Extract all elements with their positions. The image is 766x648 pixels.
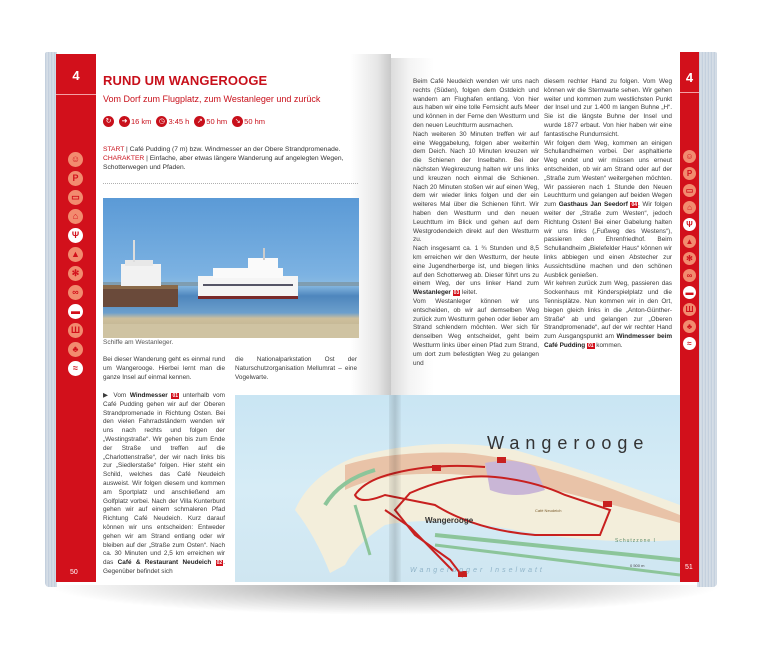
bed-icon: ▬ <box>68 304 83 319</box>
page-subtitle: Vom Dorf zum Flugplatz, zum Westanleger und zurück <box>103 94 321 104</box>
hut-icon: ▲ <box>68 247 83 262</box>
island-map-graphic <box>235 395 680 582</box>
parking-icon: P <box>683 167 696 180</box>
route-text-1-end: . Gegenüber befindet sich <box>103 559 225 575</box>
stat-descent <box>232 116 265 127</box>
windmesser-label: Windmesser <box>129 392 168 399</box>
photo-caption: Schiffe am Westanleger. <box>103 339 174 346</box>
swimming-icon: ≈ <box>683 337 696 350</box>
bus-icon: ▭ <box>683 184 696 197</box>
waypoint-marker-03: 03 <box>453 290 460 297</box>
children-icon: ☺ <box>68 152 83 167</box>
charakter-text: | Einfache, aber etwas längere Wanderung auf angelegten Wegen, Schotterwegen und Pfaden. <box>103 155 344 171</box>
right-col1-para-c-end: leitet. <box>460 289 478 297</box>
waypoint-marker-01: 01 <box>172 393 178 399</box>
tree-icon: ♣ <box>683 320 696 333</box>
chapter-number-right: 4 <box>685 70 694 85</box>
winter-icon: ✻ <box>683 252 696 265</box>
stat-ascent <box>194 116 227 127</box>
right-col2-text <box>544 78 672 351</box>
cable-car-icon: ⌂ <box>683 201 696 214</box>
museum-icon: Ш <box>68 323 83 338</box>
route-map <box>235 395 680 582</box>
signpost-icon: ➜ <box>119 116 130 127</box>
waypoint-marker-04: 04 <box>631 202 638 209</box>
start-info <box>103 145 359 172</box>
bed-icon: ▬ <box>683 286 696 299</box>
stat-distance <box>119 116 151 127</box>
gasthaus-label: Gasthaus Jan Seedorf <box>558 201 628 209</box>
right-col2-para-c: Wir kehren zurück zum Weg, passieren das Sockenhaus mit Kinderspielplatz und die Tennisplätze. Nun kommen wir in den Ort, biegen gleich links in die „Anton-Günther-Straße“ ab und gelangen zur „Oberen Strandpromenade“, auf der wir rechter Hand zum Ausgangspunkt am <box>544 280 672 341</box>
right-col1-para-a: Beim Café Neudeich wenden wir uns nach rechts (Süden), folgen dem Ostdeich und wandern am Flughafen entlang. Von hier aus haben wir eine tolle Fernsicht aufs Meer und können in der Ferne den Westturm und den neuen Leuchtturm ausmachen. <box>413 78 539 129</box>
restaurant-icon: Ψ <box>68 228 83 243</box>
right-col1-para-d: Vom Westanleger können wir uns entscheiden, ob wir auf demselben Weg zurück zum Westturm gehen oder lieber am Strand schlendern möchten. Wer sich für denselben Weg entscheidet, geht beim Westturm links über einen Pfad zum Strand, um dort zum befestigten Weg zu gelangen und <box>413 297 539 367</box>
ascent-icon: ↗ <box>194 116 205 127</box>
route-paragraph-1 <box>103 392 225 577</box>
westanleger-label: Westanleger <box>413 289 451 297</box>
route-text-1: unterhalb vom Café Pudding gehen wir auf der Oberen Strandpromenade in Richtung Osten. Bei den vielen Fahrradständern wenden wir uns nach rechts und folgen der „Westingstraße“. Wir gehen bis zum Ende der Straße und treffen auf die „Charlottenstraße“, der wir nach links bis zur „Siedlerstaße“ folgen. Hier steht ein Schild, welches das Café Neudeich ausweist. Wir folgen diesem und kommen am Sportplatz und anschließend am Golfplatz vorbei. Nach der Villa Kunterbunt gehen wir auf einem schmaleren Pfad Richtung Café Neudeich. Kurz darauf können wir uns entscheiden: Entweder gehen wir am Strand entlang oder wir bleiben auf der „Straße zum Osten“. Nach ca. 30 Minuten und 2,5 km erreichen wir das <box>103 392 225 567</box>
parking-icon: P <box>68 171 83 186</box>
poi-icon-column-left <box>68 152 83 376</box>
waypoint-marker-02: 02 <box>216 560 223 567</box>
page-number-left: 50 <box>70 569 78 576</box>
right-chapter-band <box>680 52 699 582</box>
tree-icon: ♣ <box>68 342 83 357</box>
tour-stats <box>103 116 265 127</box>
ascent-value: 50 hm <box>206 117 228 126</box>
dotted-divider <box>103 183 358 184</box>
page-number-right: 51 <box>685 564 693 571</box>
map-watt-label: Wangerooger Inselwatt <box>410 567 545 574</box>
left-chapter-band <box>56 54 96 582</box>
waypoint-marker-01b: 01 <box>587 342 594 349</box>
chapter-number: 4 <box>72 68 80 83</box>
right-col1-text <box>413 78 539 368</box>
right-col2-para-b-end: . Wir folgen weiter der „Straße zum Westen“, jedoch Richtung Osten! Bei einer Gabelung halten wir uns links („Fußweg des Westens“), passieren den Ehrenfriedhof. Beim Schullandheim „Bielefelder Haus“ können wir links abbiegen und einen Abstecher zur Aussichtsdüne machen und den schönen Ausblick genießen. <box>544 201 672 279</box>
stat-loop <box>103 116 114 127</box>
winter-icon: ✻ <box>68 266 83 281</box>
intro-paragraph: Bei dieser Wanderung geht es einmal rund um Wangerooge. Hierbei lernt man die ganze Insel auf einmal kennen. <box>103 356 225 381</box>
museum-icon: Ш <box>683 303 696 316</box>
right-col2-para-b: Wir folgen dem Weg, kommen an einigen Schullandheimen vorbei. Der asphaltierte Weg endet und wir müssen uns erneut entscheiden, ob wir am Strand oder auf der „Straße zum Westen“ weitergehen möchten. Wir passieren nach 1 Stunde den Neuen Leuchtturm und gelangen auf beiden Wegen zum <box>544 139 672 209</box>
left-col2-text: die Nationalparkstation Ost der Naturschutzorganisation Mellumrat – eine Vogelwarte. <box>235 356 357 381</box>
band-divider-right <box>680 92 699 93</box>
descent-icon: ↘ <box>232 116 243 127</box>
right-col1-para-b: Nach weiteren 30 Minuten treffen wir auf eine Weggabelung, folgen aber weiterhin dem Deich. Nach 10 Minuten kreuzen wir die Schienen der Inselbahn. Bei der nächsten Wegkreuzung halten wir uns links und kreuzen noch einmal die Schienen. Nach 20 Minuten stoßen wir auf einen Weg, dem wir wieder links folgen und der ein weiteres Mal über die Schienen führt. Wir haben den Westturm und den neuen Leuchttum im Blick und gehen auf dem Westgrodendeich direkt auf den Westturm zu. <box>413 130 539 244</box>
descent-value: 50 hm <box>244 117 266 126</box>
poi-icon-column-right <box>683 150 696 350</box>
restaurant-icon: Ψ <box>683 218 696 231</box>
cable-car-icon: ⌂ <box>68 209 83 224</box>
map-gutter-shadow <box>389 395 401 582</box>
book-shadow <box>45 585 725 615</box>
distance-value: 16 km <box>131 117 152 126</box>
map-zone-label: Schutzzone I <box>615 538 656 544</box>
start-label: START <box>103 146 125 153</box>
duration-value: 3:45 h <box>168 117 190 126</box>
cafe-neudeich-label: Café & Restaurant Neudeich <box>117 559 212 567</box>
ferry-illustration <box>103 198 359 338</box>
map-title: Wangerooge <box>487 433 650 453</box>
loop-icon: ↻ <box>103 116 114 127</box>
band-divider <box>56 94 96 95</box>
stat-duration <box>156 116 189 127</box>
charakter-label: CHARAKTER <box>103 155 145 162</box>
start-text: | Café Pudding (7 m) bzw. Windmesser an der Obere Strandpromenade. <box>124 146 341 153</box>
map-cafe-label: Café Neudeich <box>535 508 562 513</box>
swimming-icon: ≈ <box>68 361 83 376</box>
map-scale-bar: 0 500 m <box>630 563 645 568</box>
children-icon: ☺ <box>683 150 696 163</box>
right-col2-para-c-end: kommen. <box>594 341 623 349</box>
page-edges-right <box>697 52 717 587</box>
bike-icon: ∞ <box>683 269 696 282</box>
hut-icon: ▲ <box>683 235 696 248</box>
ferry-photo <box>103 198 359 338</box>
right-col2-para-a: diesem rechter Hand zu folgen. Vom Weg können wir die Sternwarte sehen. Wir gehen weiter und kommen zum westlichsten Punkt der Insel und zur 1.400 m langen Buhne „H“. Sie ist die längste Buhne der Insel und wurde 1877 erbaut. Von hier haben wir eine fantastische Rundumsicht. <box>544 78 672 138</box>
clock-icon: ◷ <box>156 116 167 127</box>
right-col1-para-c: Nach insgesamt ca. 1 ¾ Stunden und 8,5 km erreichen wir den Westturm, der heute eine Jugendherberge ist, und biegen links auf den Schotterweg ab. Dieser führt uns zu einem Weg, der uns linker Hand zum <box>413 245 539 288</box>
windmesser-cafe-label: Windmesser beim Café Pudding <box>544 333 672 349</box>
page-title: RUND UM WANGEROOGE <box>103 73 268 88</box>
map-town-label: Wangerooge <box>425 516 474 525</box>
bus-icon: ▭ <box>68 190 83 205</box>
route-start-prefix: ▶ Vom <box>103 392 130 399</box>
bike-icon: ∞ <box>68 285 83 300</box>
